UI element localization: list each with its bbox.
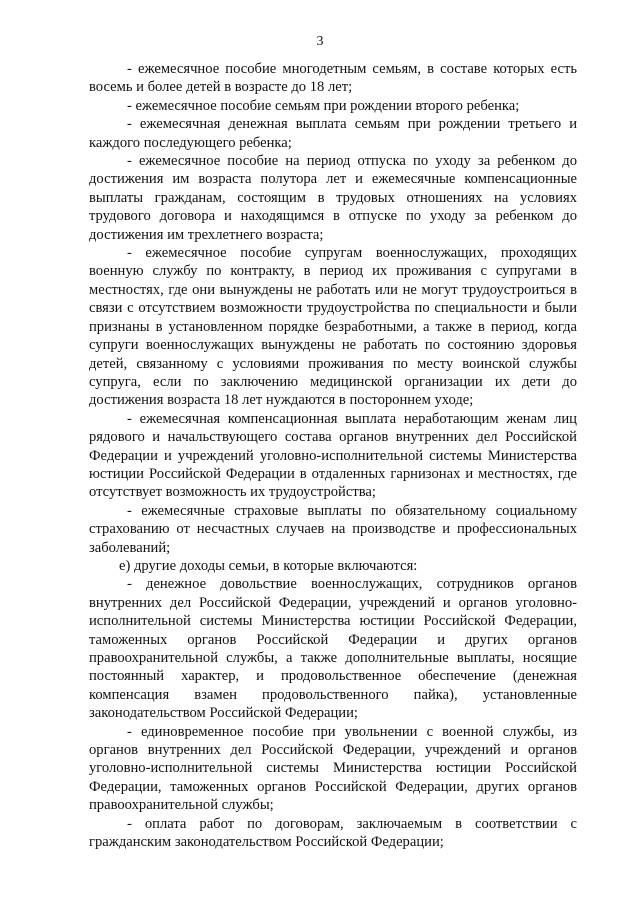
page-number: 3 bbox=[316, 34, 324, 49]
paragraph-third-child-payment: - ежемесячная денежная выплата семьям при рождении третьего и каждого последующего ребенка; bbox=[89, 116, 577, 151]
paragraph-military-spouses-allowance: - ежемесячное пособие супругам военнослужащих, проходящих военную службу по контракту, в период их проживания с супругами в местностях, где они вынуждены не работать или не могут трудоустроиться в связи с отсутствием возможности трудоустройства по специальности и были признаны в установленном порядке безработными, а также в период, когда супруги военнослужащих вынуждены не работать по состоянию здоровья детей, связанному с условиями проживания по месту воинской службы супруга, если по заключению медицинской организации их дети до достижения возраста 18 лет нуждаются в постороннем уходе; bbox=[89, 245, 577, 409]
paragraph-contract-work-payment: - оплата работ по договорам, заключаемым в соответствии с гражданским законодательством Российской Федерации; bbox=[89, 815, 577, 851]
paragraph-other-income-heading: е) другие доходы семьи, в которые включаются: bbox=[119, 557, 418, 574]
paragraph-childcare-leave-allowance: - ежемесячное пособие на период отпуска по уходу за ребенком до достижения им возраста полутора лет и ежемесячные компенсационные выплаты гражданам, состоящим в трудовых отношениях на условиях трудового договора и находящимся в отпуске по уходу за ребенком до достижения им трехлетнего возраста; bbox=[89, 153, 577, 243]
paragraph-non-working-wives-compensation: - ежемесячная компенсационная выплата неработающим женам лиц рядового и начальствующего состава органов внутренних дел Российской Федерации и учреждений уголовно-исполнительной системы Министерства юстиции Российской Федерации в отдаленных гарнизонах и местностях, где отсутствует возможность их трудоустройства; bbox=[89, 410, 577, 501]
paragraph-large-families-allowance: - ежемесячное пособие многодетным семьям, в составе которых есть восемь и более детей в возрасте до 18 лет; bbox=[89, 61, 577, 96]
paragraph-second-child-allowance: - ежемесячное пособие семьям при рождении второго ребенка; bbox=[127, 97, 520, 114]
paragraph-severance-allowance: - единовременное пособие при увольнении с военной службы, из органов внутренних дел Российской Федерации, учреждений и органов уголовно-исполнительной системы Министерства юстиции Российской Федерации, таможенных органов Российской Федерации, других органов правоохранительной службы; bbox=[89, 723, 577, 814]
paragraph-monetary-allowance: - денежное довольствие военнослужащих, сотрудников органов внутренних дел Российской Федерации, учреждений и органов уголовно-исполнительной системы Министерства юстиции Российской Федерации, таможенных органов Российской Федерации и других органов правоохранительной службы, а также дополнительные выплаты, носящие постоянный характер, и продовольственное обеспечение (денежная компенсация взамен продовольственного пайка), установленные законодательством Российской Федерации; bbox=[89, 576, 577, 722]
document-body bbox=[89, 60, 577, 851]
paragraph-insurance-payments: - ежемесячные страховые выплаты по обязательному социальному страхованию от несчастных случаев на производстве и профессиональных заболеваний; bbox=[89, 502, 577, 556]
